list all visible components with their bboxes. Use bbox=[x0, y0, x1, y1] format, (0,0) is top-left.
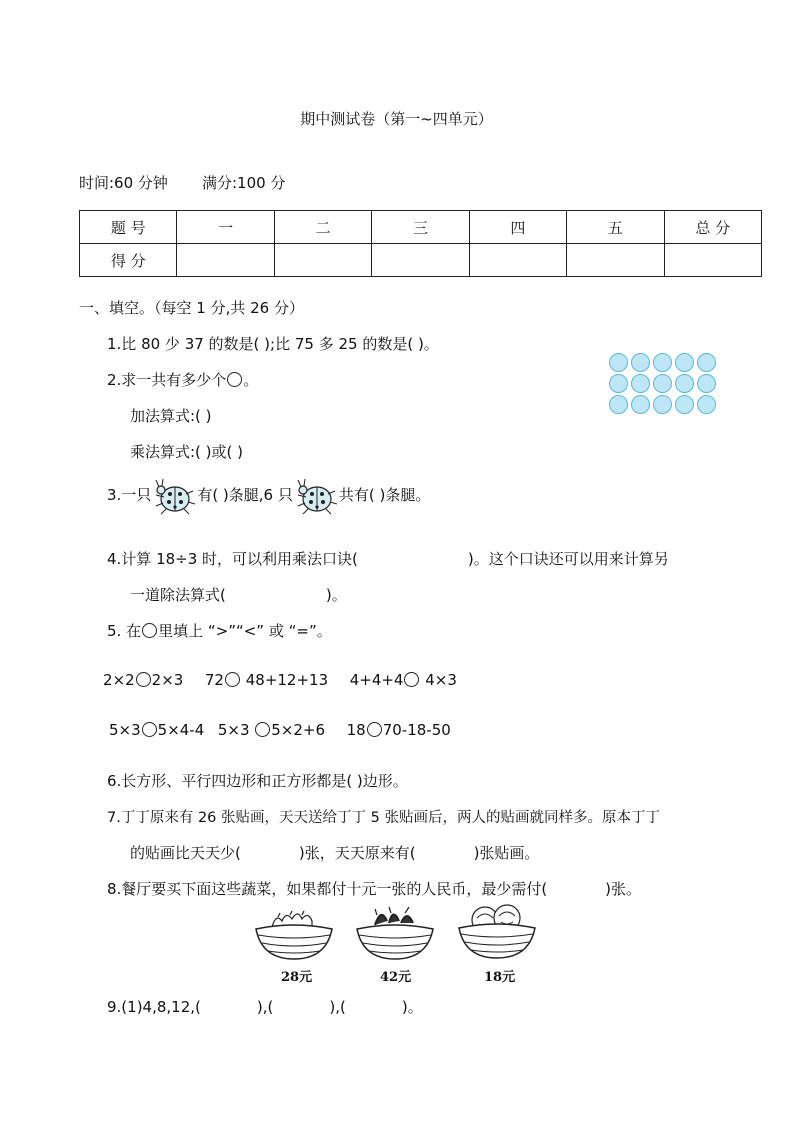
question-4-text-c: 一道除法算式( bbox=[130, 586, 226, 604]
circle-dot bbox=[653, 395, 672, 414]
question-8-text-b: )张。 bbox=[605, 880, 642, 898]
question-8 bbox=[107, 878, 641, 899]
question-8-text-a: 8.餐厅要买下面这些蔬菜，如果都付十元一张的人民币，最少需付( bbox=[107, 880, 548, 898]
page-title: 期中测试卷（第一~四单元） bbox=[300, 110, 493, 128]
question-4-line-1 bbox=[107, 548, 669, 569]
score-cell-header: 五 bbox=[567, 211, 664, 244]
score-table-score-row bbox=[80, 244, 762, 277]
question-4-text-a: 4.计算 18÷3 时，可以利用乘法口诀( bbox=[107, 550, 358, 568]
score-input-cell[interactable] bbox=[664, 244, 761, 277]
question-3-part-a: 3.一只 bbox=[107, 486, 152, 504]
question-5-text-a: 5. 在 bbox=[107, 622, 142, 640]
question-4-line-2 bbox=[130, 584, 347, 605]
question-2-multiplication: 乘法算式:( )或( ) bbox=[130, 443, 243, 461]
score-cell-header: 二 bbox=[274, 211, 371, 244]
question-9-text-b: ),( bbox=[256, 998, 274, 1016]
score-input-cell[interactable] bbox=[567, 244, 664, 277]
circle-dot bbox=[697, 353, 716, 372]
ladybug-icon bbox=[151, 476, 197, 516]
comparison-left: 72 bbox=[204, 671, 224, 689]
section-1-heading: 一、填空。（每空 1 分,共 26 分） bbox=[79, 299, 304, 317]
compare-circle[interactable] bbox=[404, 672, 419, 687]
question-7-text-c: )张贴画。 bbox=[473, 844, 540, 862]
circle-dot bbox=[653, 374, 672, 393]
question-2 bbox=[107, 369, 258, 390]
compare-circle[interactable] bbox=[367, 722, 382, 737]
score-row-label: 得 分 bbox=[80, 244, 177, 277]
question-7-text-b: )张，天天原来有( bbox=[298, 844, 416, 862]
compare-circle[interactable] bbox=[136, 672, 151, 687]
score-input-cell[interactable] bbox=[469, 244, 566, 277]
comparison-right: 5×4-4 bbox=[157, 721, 205, 739]
comparison-right: 70-18-50 bbox=[382, 721, 451, 739]
basket-cabbage-icon bbox=[457, 900, 537, 965]
question-3-part-c: 共有( )条腿。 bbox=[338, 486, 431, 504]
comparison-right: 48+12+13 bbox=[240, 671, 329, 689]
question-9-text-a: 9.(1)4,8,12,( bbox=[107, 998, 201, 1016]
question-7-line-1: 7.丁丁原来有 26 张贴画，天天送给丁丁 5 张贴画后，两人的贴画就同样多。原本丁丁 bbox=[107, 810, 660, 826]
comparison-left: 18 bbox=[346, 721, 366, 739]
question-7-text-a: 的贴画比天天少( bbox=[130, 844, 241, 862]
score-input-cell[interactable] bbox=[177, 244, 274, 277]
full-score-label: 满分:100 分 bbox=[202, 174, 286, 192]
circle-icon bbox=[227, 372, 242, 387]
compare-circle[interactable] bbox=[225, 672, 240, 687]
circle-dot bbox=[609, 374, 628, 393]
comparison-row-1 bbox=[103, 671, 457, 689]
circle-dot bbox=[675, 374, 694, 393]
score-cell-header: 三 bbox=[372, 211, 469, 244]
circle-dot bbox=[631, 353, 650, 372]
circle-dot bbox=[609, 395, 628, 414]
question-6: 6.长方形、平行四边形和正方形都是( )边形。 bbox=[107, 772, 408, 790]
question-5-text-b: 里填上 “>”“<” 或 “=”。 bbox=[158, 622, 332, 640]
score-cell-header: 总 分 bbox=[664, 211, 761, 244]
score-table-header-row bbox=[80, 211, 762, 244]
score-cell-header: 一 bbox=[177, 211, 274, 244]
price-label: 18元 bbox=[484, 970, 516, 985]
time-label: 时间:60 分钟 bbox=[79, 174, 168, 192]
comparison-left: 5×3 bbox=[217, 721, 255, 739]
comparison-left: 4+4+4 bbox=[349, 671, 404, 689]
circle-dot bbox=[697, 395, 716, 414]
compare-circle[interactable] bbox=[255, 722, 270, 737]
circle-dot bbox=[697, 374, 716, 393]
circle-dot bbox=[653, 353, 672, 372]
question-9 bbox=[107, 996, 423, 1017]
question-3-part-b: 有( )条腿,6 只 bbox=[197, 486, 293, 504]
question-5 bbox=[107, 620, 332, 641]
circle-icon bbox=[142, 623, 157, 638]
comparison-right: 4×3 bbox=[420, 671, 457, 689]
circle-dot bbox=[675, 395, 694, 414]
price-label: 28元 bbox=[281, 970, 313, 985]
comparison-right: 5×2+6 bbox=[271, 721, 326, 739]
score-input-cell[interactable] bbox=[274, 244, 371, 277]
question-1: 1.比 80 少 37 的数是( );比 75 多 25 的数是( )。 bbox=[107, 335, 439, 353]
basket-chili-icon bbox=[355, 905, 435, 965]
comparison-row-2 bbox=[109, 721, 451, 739]
score-table bbox=[79, 210, 762, 277]
score-cell-header: 四 bbox=[469, 211, 566, 244]
circle-dot bbox=[631, 395, 650, 414]
basket-peppers-icon bbox=[254, 905, 334, 965]
circle-dot bbox=[631, 374, 650, 393]
question-2-text: 2.求一共有多少个 bbox=[107, 371, 227, 389]
question-4-text-d: )。 bbox=[325, 586, 347, 604]
circle-dot bbox=[609, 353, 628, 372]
price-label: 42元 bbox=[380, 970, 412, 985]
question-3 bbox=[107, 475, 430, 516]
score-input-cell[interactable] bbox=[372, 244, 469, 277]
comparison-left: 2×2 bbox=[103, 671, 135, 689]
score-cell-header: 题 号 bbox=[80, 211, 177, 244]
circle-dot bbox=[675, 353, 694, 372]
ladybug-icon bbox=[293, 476, 339, 516]
comparison-right: 2×3 bbox=[151, 671, 184, 689]
question-2-end: 。 bbox=[243, 371, 259, 389]
comparison-left: 5×3 bbox=[109, 721, 141, 739]
compare-circle[interactable] bbox=[142, 722, 157, 737]
question-4-text-b: )。这个口诀还可以用来计算另 bbox=[467, 550, 669, 568]
question-9-text-d: )。 bbox=[401, 998, 423, 1016]
question-9-text-c: ),( bbox=[329, 998, 346, 1016]
question-7-line-2 bbox=[130, 842, 539, 863]
question-2-addition: 加法算式:( ) bbox=[130, 407, 212, 425]
